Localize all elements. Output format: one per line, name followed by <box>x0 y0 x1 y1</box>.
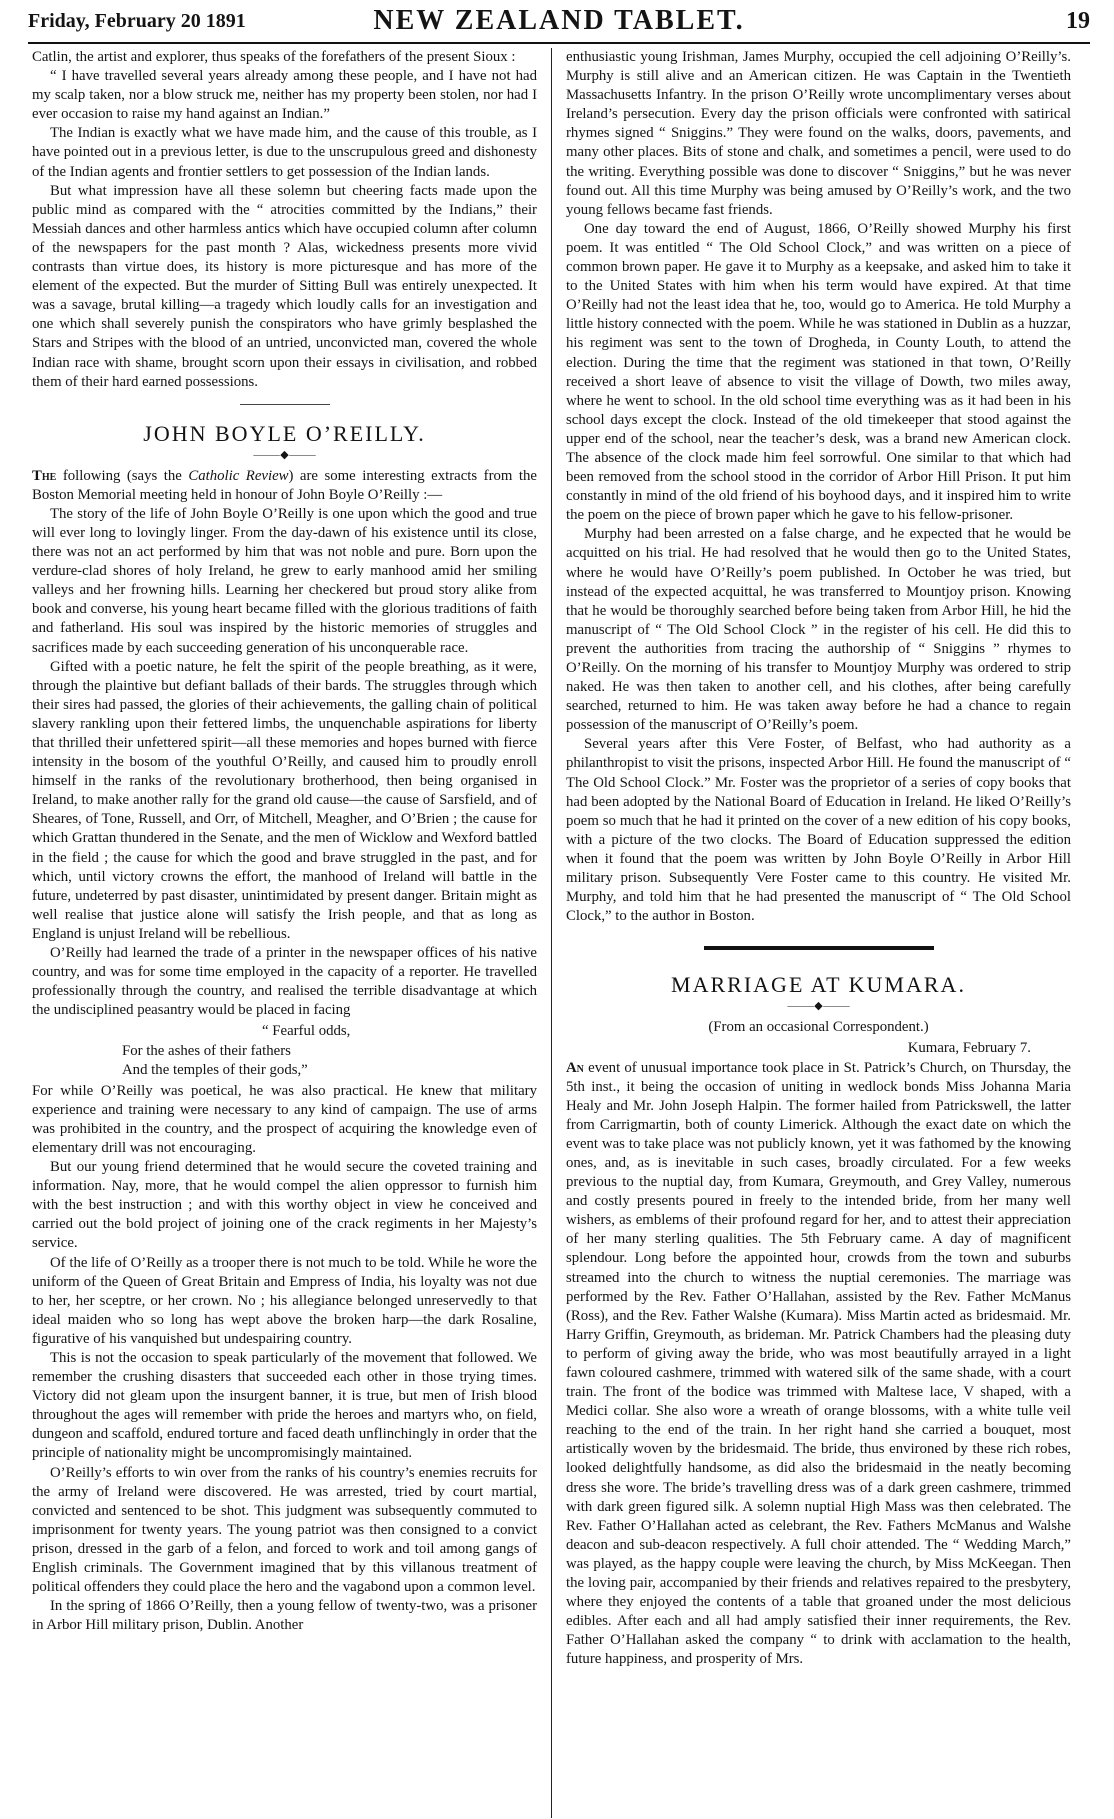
section-title-marriage: MARRIAGE AT KUMARA. <box>671 972 966 998</box>
column-rule <box>551 48 552 1818</box>
article-paragraph: Murphy had been arrested on a false charge, and he expected that he would be acquitted on his trial. He had resolved that he would then go to the United States, where he would have O’Reilly’s poem published. In October he was tried, but instead of the expected acquittal, he was transferred to Mountjoy prison. Knowing that he would be thoroughly searched before being taken from Arbor Hill, he hid the manuscript of “ The Old School Clock ” in the register of his cell. He did this to prevent the authorities from tracing the authorship of “ Sniggins ” rhymes to O’Reilly. On the morning of his transfer to Mountjoy Murphy was ordered to strip naked. He was then taken to another cell, and his clothes, after being carefully searched, returned to him. He was taken away before he had a chance to regain possession of the manuscript of O’Reilly’s poem. <box>566 526 1071 734</box>
article-divider <box>704 946 934 950</box>
article-paragraph: O’Reilly had learned the trade of a printer in the newspaper offices of his native country, and was for some time employed in the capacity of a reporter. He travelled professionally through the country, and realised the terrible disadvantage at which the undisciplined peasantry would be placed in facing <box>32 945 537 1019</box>
lead-paragraph <box>32 467 537 505</box>
lead-paragraph <box>566 1059 1071 1670</box>
poem-line: “ Fearful odds, <box>262 1023 351 1040</box>
article-paragraph: The story of the life of John Boyle O’Reilly is one upon which the good and true will ever long to lovingly linger. From the day-dawn of his existence until its close, there was not an act performed by him that was not noble and pure. Born upon the verdure-clad shores of holy Ireland, he grew to early manhood amid her smiling valleys and her frowning hills. Learning her checkered but proud story alike from book and converse, his young heart became filled with the glorious traditions of faith and fatherland. His soul was inspired by the historic memories of struggles and sacrifices made by each succeeding generation of his unconquerable race. <box>32 505 537 656</box>
article-paragraph: O’Reilly’s efforts to win over from the ranks of his country’s enemies recruits for the army of Ireland were discovered. He was arrested, tried by court martial, convicted and sentenced to be shot. This judgment was subsequently commuted to imprisonment for twenty years. The young patriot was then consigned to a convict prison, dressed in the garb of a felon, and forced to work and toil among gangs of English criminals. The Government imagined that by this villanous treatment of political offenders they could place the hero and the vagabond upon a common level. <box>32 1464 537 1596</box>
intro-paragraph: The Indian is exactly what we have made him, and the cause of this trouble, as I have pointed out in a previous letter, is due to the unscrupulous greed and dishonesty of the Indian agents and frontier settlers to get possession of the Indian lands. <box>32 125 537 180</box>
ornament-icon: ⸻◆⸻ <box>252 448 317 461</box>
intro-paragraph: “ I have travelled several years already among these people, and I have not had my scalp taken, nor a blow struck me, neither has my property been stolen, nor had I ever occasion to raise my hand against an Indian.” <box>32 68 537 123</box>
columns <box>24 48 1094 1818</box>
dateline: Kumara, February 7. <box>907 1040 1031 1057</box>
lead-tail: ) are some interesting extracts from the Boston Memorial meeting held in honour of John Boyle O’Reilly :— <box>32 467 538 503</box>
source-name: Catholic Review <box>188 467 289 484</box>
page-number: 19 <box>1066 7 1090 34</box>
poem-quote <box>32 1022 537 1079</box>
masthead <box>28 0 1090 44</box>
right-column <box>558 48 1079 1818</box>
ornament-icon: ⸻◆⸻ <box>786 1000 851 1013</box>
section-divider <box>240 404 330 405</box>
article-paragraph: One day toward the end of August, 1866, O’Reilly showed Murphy his first poem. It was entitled “ The Old School Clock,” and was written on a piece of common brown paper. He gave it to Murphy as a keepsake, and asked him to take it to the United States with him when his term would have expired. At that time O’Reilly had not the least idea that he, too, would go to America. He told Murphy a little history connected with the poem. While he was stationed in Dublin as a huzzar, his regiment was sent to the town of Drogheda, in County Louth, to attend the election. During the time that the regiment was stationed in that town, O’Reilly received a short leave of absence to visit the village of Dowth, two miles away, where he went to school. In the old school time everything was as it had been in his school days except the clock. Instead of the old timekeeper that stood against the upper end of the school, near the teacher’s desk, was a brand new American clock. The absence of the clock made him feel sorrowful. One similar to that which had been removed from the school stood in the corridor of Arbor Hill Prison. It put him constantly in mind of the old friend of his boyhood days, and it inspired him to write the poem on the piece of brown paper which he gave to his fellow-prisoner. <box>566 220 1071 524</box>
section-title-oreilly: JOHN BOYLE O’REILLY. <box>143 420 426 446</box>
issue-date: Friday, February 20 1891 <box>28 9 246 32</box>
lead-word: An <box>566 1059 584 1076</box>
article-paragraph: But our young friend determined that he would secure the coveted training and information. Nay, more, that he would compel the alien oppressor to furnish him with the best instruction ; and with this worthy object in view he conceived and carried out the bold project of joining one of the crack regiments in her Majesty’s service. <box>32 1159 537 1252</box>
intro-paragraph: Catlin, the artist and explorer, thus speaks of the forefathers of the present Sioux : <box>32 49 516 65</box>
newspaper-title: NEW ZEALAND TABLET. <box>373 5 745 36</box>
left-column <box>24 48 545 1818</box>
article-paragraph: Several years after this Vere Foster, of Belfast, who had authority as a philanthropist to visit the prisons, inspected Arbor Hill. He found the manuscript of “ The Old School Clock.” Mr. Foster was the proprietor of a series of copy books that had been adopted by the National Board of Education in Ireland. He liked O’Reilly’s poem so much that he had it printed on the cover of a new edition of his copy books, with a picture of the two clocks. The Board of Education suppressed the edition when it found that the poem was written by John Boyle O’Reilly in Arbor Hill military prison. Subsequently Vere Foster came to this country. He visited Mr. Murphy, and told him that he had presented the manuscript of “ The Old School Clock,” to the author in Boston. <box>566 736 1071 925</box>
article-paragraph: For while O’Reilly was poetical, he was also practical. He knew that military experience and training were necessary to any kind of campaign. The use of arms was prohibited in the country, and the prospect of acquiring the knowledge even of elementary drill was not encouraging. <box>32 1082 537 1156</box>
lead-word: The <box>32 467 57 484</box>
lead-rest: following (says the <box>56 467 189 484</box>
article-paragraph: Gifted with a poetic nature, he felt the spirit of the people breathing, as it were, through the plaintive but defiant ballads of their bards. The struggles through which their sires had passed, the glories of their achievements, the galling chain of political slavery rankling upon their fettered limbs, the unquenchable aspirations for liberty that thrilled their unfettered spirit—all these memories and hopes burned with fierce intensity in the bosom of the youthful O’Reilly, and caused him to proudly enroll himself in the ranks of the revolutionary brotherhood, then being organised in Ireland, to make another rally for the grand old cause—the cause of Sarsfield, and of Sheares, of Tone, Russell, and Orr, of Mitchell, Meagher, and O’Brien ; the cause for which Grattan thundered in the Senate, and the men of Wicklow and Wexford battled in the field ; the cause for which the good and brave struggled in the past, and for which, until victory crowns the effort, the manhood of Ireland will battle in the future, undeterred by past disaster, unintimidated by present danger. Britain might as well realise that justice alone will satisfy the Irish people, and that as long as England is unjust Ireland will be rebellious. <box>32 658 537 942</box>
poem-line: For the ashes of their fathers <box>122 1042 291 1059</box>
article-paragraph: This is not the occasion to speak particularly of the movement that followed. We remember the crushing disasters that succeeded each other in those trying times. Victory did not gleam upon the insurgent banner, it is true, but men of Irish blood throughout the ages will remember with pride the heroes and martyrs who, on field, dungeon and scaffold, endured torture and faced death unflinchingly in order that the principle of nationality might be uncompromisingly maintained. <box>32 1350 537 1462</box>
poem-line: And the temples of their gods,” <box>122 1061 308 1078</box>
intro-paragraph: But what impression have all these solemn but cheering facts made upon the public mind as compared with the “ atrocities committed by the Indians,” their Messiah dances and other harmless antics which have occupied column after column of the newspapers for the past month ? Alas, wickedness presents more vivid contrasts than virtue does, its history is more picturesque and has more of the element of the expected. But the murder of Sitting Bull was entirely unexpected. It was a savage, brutal killing—a tragedy which loudly calls for an investigation and one which shall severely punish the conspirators who have grimly besplashed the Stars and Stripes with the blood of an untried, unconvicted man, covered the whole Indian race with shame, brought scorn upon their essays in civilisation, and robbed them of their hard earned possessions. <box>32 182 537 390</box>
article-paragraph: Of the life of O’Reilly as a trooper there is not much to be told. While he wore the uniform of the Queen of Great Britain and Empress of India, his loyalty was not due to her, her sceptre, or her crown. No ; his allegiance belonged unreservedly to that ideal maiden who so long has wept above the broken harp—the dark Rosaline, figurative of his vanquished but undespairing country. <box>32 1254 537 1347</box>
article-paragraph: enthusiastic young Irishman, James Murphy, occupied the cell adjoining O’Reilly’s. Murphy is still alive and an American citizen. He was Captain in the Twentieth Massachusetts Infantry. In the prison O’Reilly wrote uncomplimentary verses about Ireland’s persecution. Every day the prison officials were confronted with satirical rhymes signed “ Sniggins.” They were found on the walks, doors, pavements, and many other places. Bits of stone and chalk, and sometimes a pencil, were used to do the writing. Everything possible was done to discover “ Sniggins,” but he was never found out. All this time Murphy was being amused by O’Reilly’s work, and the two young fellows became fast friends. <box>566 49 1071 218</box>
correspondent-line: (From an occasional Correspondent.) <box>708 1019 929 1036</box>
article-text: event of unusual importance took place in St. Patrick’s Church, on Thursday, the 5th inst., it being the occasion of uniting in wedlock bonds Miss Johanna Maria Healy and Mr. John Joseph Halpin. The former hailed from Patrickswell, the latter from Carrigmartin, both of county Limerick. Although the exact date on which the event was to take place was not publicly known, yet it was fathomed by the knowing ones, and, as is inevitable in such cases, broadly circulated. For a few weeks previous to the nuptial day, from Kumara, Greymouth, and Grey Valley, numerous and costly presents poured in freely to the intended bride, from her many well wishers, as emblems of their profound regard for her, and to attest their appreciation of her many sterling qualities. The 5th February came. A day of magnificent splendour. Long before the appointed hour, crowds from the town and suburbs streamed into the church to witness the nuptial ceremonies. The marriage was performed by the Rev. Father O’Hallahan, assisted by the Rev. Father McManus (Ross), and the Rev. Father Walshe (Kumara). Miss Martin acted as bridesmaid. Mr. Harry Griffin, Greymouth, as brideman. Mr. Patrick Chambers had the pleasing duty to perform of giving away the bride, who was most beautifully arrayed in a light fawn coloured cashmere, trimmed with watered silk of the same shade, with a court train. The front of the bodice was trimmed with Maltese lace, V shaped, with a Medici collar. She also wore a wreath of orange blossoms, with a white tulle veil reaching to the end of the train. In her right hand she carried a bouquet, most artistically woven by the bridesmaid. The bride, thus environed by these rich robes, looked delightfully handsome, as did also the bridesmaid in the neatly becoming dress she wore. The bride’s travelling dress was of a dark green cashmere, trimmed with dark green figured silk. A solemn nuptial High Mass was then celebrated. The Rev. Father O’Hallahan acted as celebrant, the Rev. Fathers McManus and Walshe deacon and sub-deacon respectively. A full choir attended. The “ Wedding March,” was played, as the happy couple were leaving the church, by Miss McKeegan. Then the loving pair, accompanied by their friends and relatives repaired to the presbytery, where they enjoyed the contents of a table that groaned under the most delicious edibles. After each and all had amply satisfied their inner requirements, the Rev. Father O’Hallahan asked the company “ to drink with acclamation to the health, future happiness, and prosperity of Mrs. <box>566 1059 1071 1668</box>
article-paragraph: In the spring of 1866 O’Reilly, then a young fellow of twenty-two, was a prisoner in Arbor Hill military prison, Dublin. Another <box>32 1598 537 1634</box>
